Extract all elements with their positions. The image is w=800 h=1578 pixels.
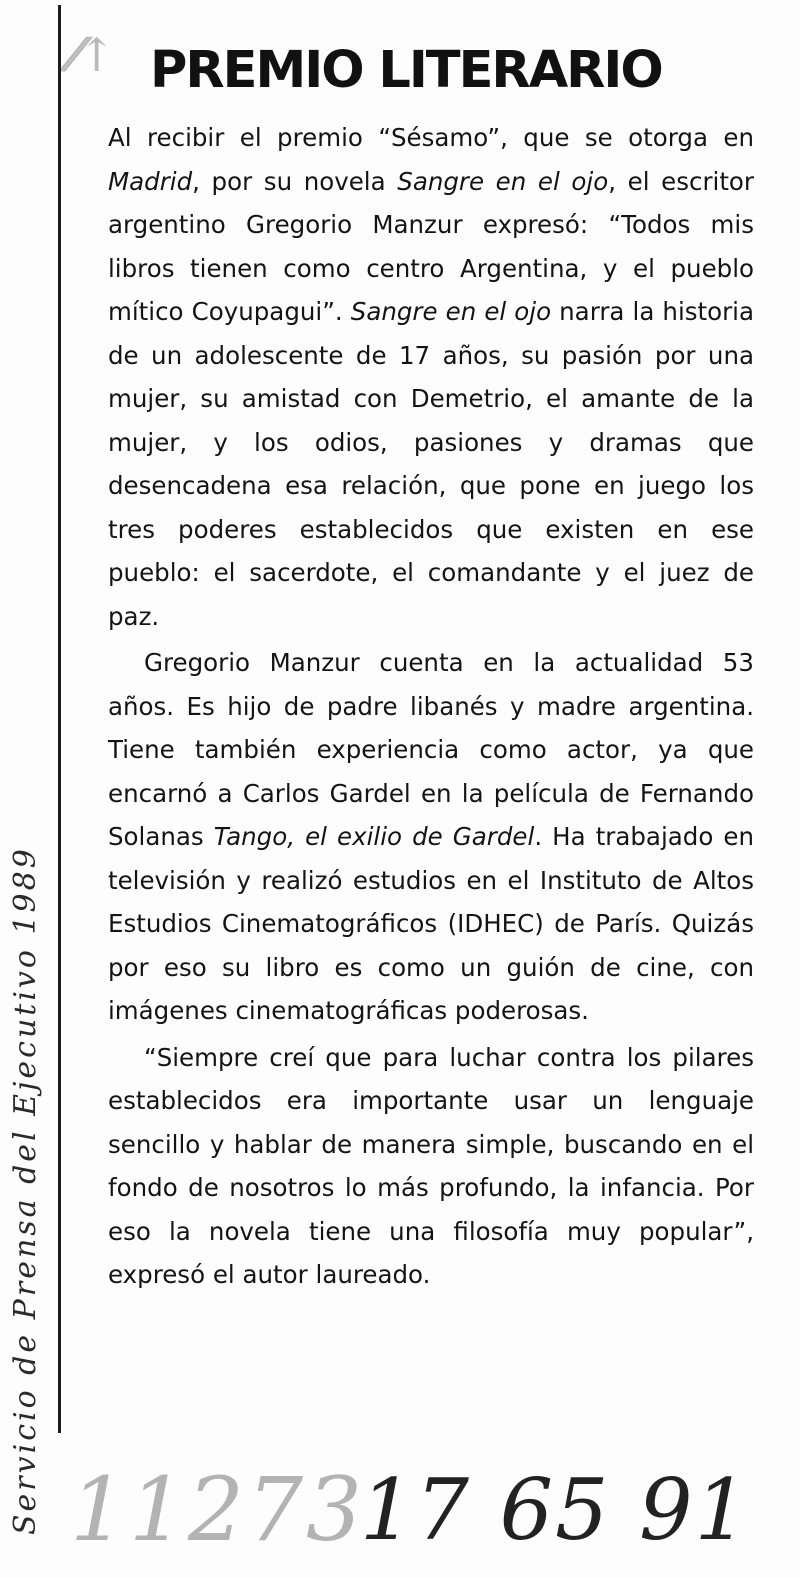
paragraph-text: Al recibir el premio “Sésamo”, que se otorga en <box>108 123 754 152</box>
article-paragraph <box>108 1036 754 1297</box>
italic-title-text: Madrid <box>108 166 193 196</box>
handwritten-number: 11273 <box>70 1458 365 1561</box>
handwritten-reference: 17 65 91 <box>360 1461 751 1559</box>
paragraph-text: “Siempre creí que para luchar contra los pilares establecidos era importante usar un lenguaje sencillo y hablar de manera simple, buscando en el fondo de nosotros lo más profundo, la infancia. Por eso la novela tiene una filosofía muy popular”, expresó el autor laureado. <box>108 1042 754 1289</box>
article-paragraph <box>108 641 754 1033</box>
italic-title-text: Tango, el exilio de Gardel <box>213 822 535 851</box>
margin-note: Servicio de Prensa del Ejecutivo 1989 <box>8 846 43 1535</box>
article-paragraph <box>108 116 754 638</box>
column-rule <box>58 5 61 1433</box>
article-body <box>108 116 754 1297</box>
italic-title-text: Sangre en el ojo <box>350 297 552 326</box>
paragraph-text: , el escritor argentino Gregorio Manzur expresó: “Todos mis libros tienen como centro Argentina, y el pueblo mítico Coyupagui”. <box>108 166 754 326</box>
paragraph-text: . Ha trabajado en televisión y realizó estudios en el Instituto de Altos Estudios Cinematográficos (IDHEC) de París. Quizás por eso su libro es como un guión de cine, con imágenes cinematográficas poderosas. <box>108 822 754 1025</box>
headline: PREMIO LITERARIO <box>150 41 662 100</box>
pencil-mark: ⁄⁄↑ <box>70 28 112 82</box>
paragraph-text: narra la historia de un adolescente de 17 años, su pasión por una mujer, su amistad con Demetrio, el amante de la mujer, y los odios, pasiones y dramas que desencadena esa relación, que pone en juego los tres poderes establecidos que existen en ese pueblo: el sacerdote, el comandante y el juez de paz. <box>108 297 754 631</box>
paragraph-text: Gregorio Manzur cuenta en la actualidad 53 años. Es hijo de padre libanés y madre argentina. Tiene también experiencia como actor, ya que encarnó a Carlos Gardel en la película de Fernando Solanas <box>108 648 754 851</box>
paragraph-text: , por su novela <box>192 166 398 196</box>
italic-title-text: Sangre en el ojo <box>397 166 609 196</box>
